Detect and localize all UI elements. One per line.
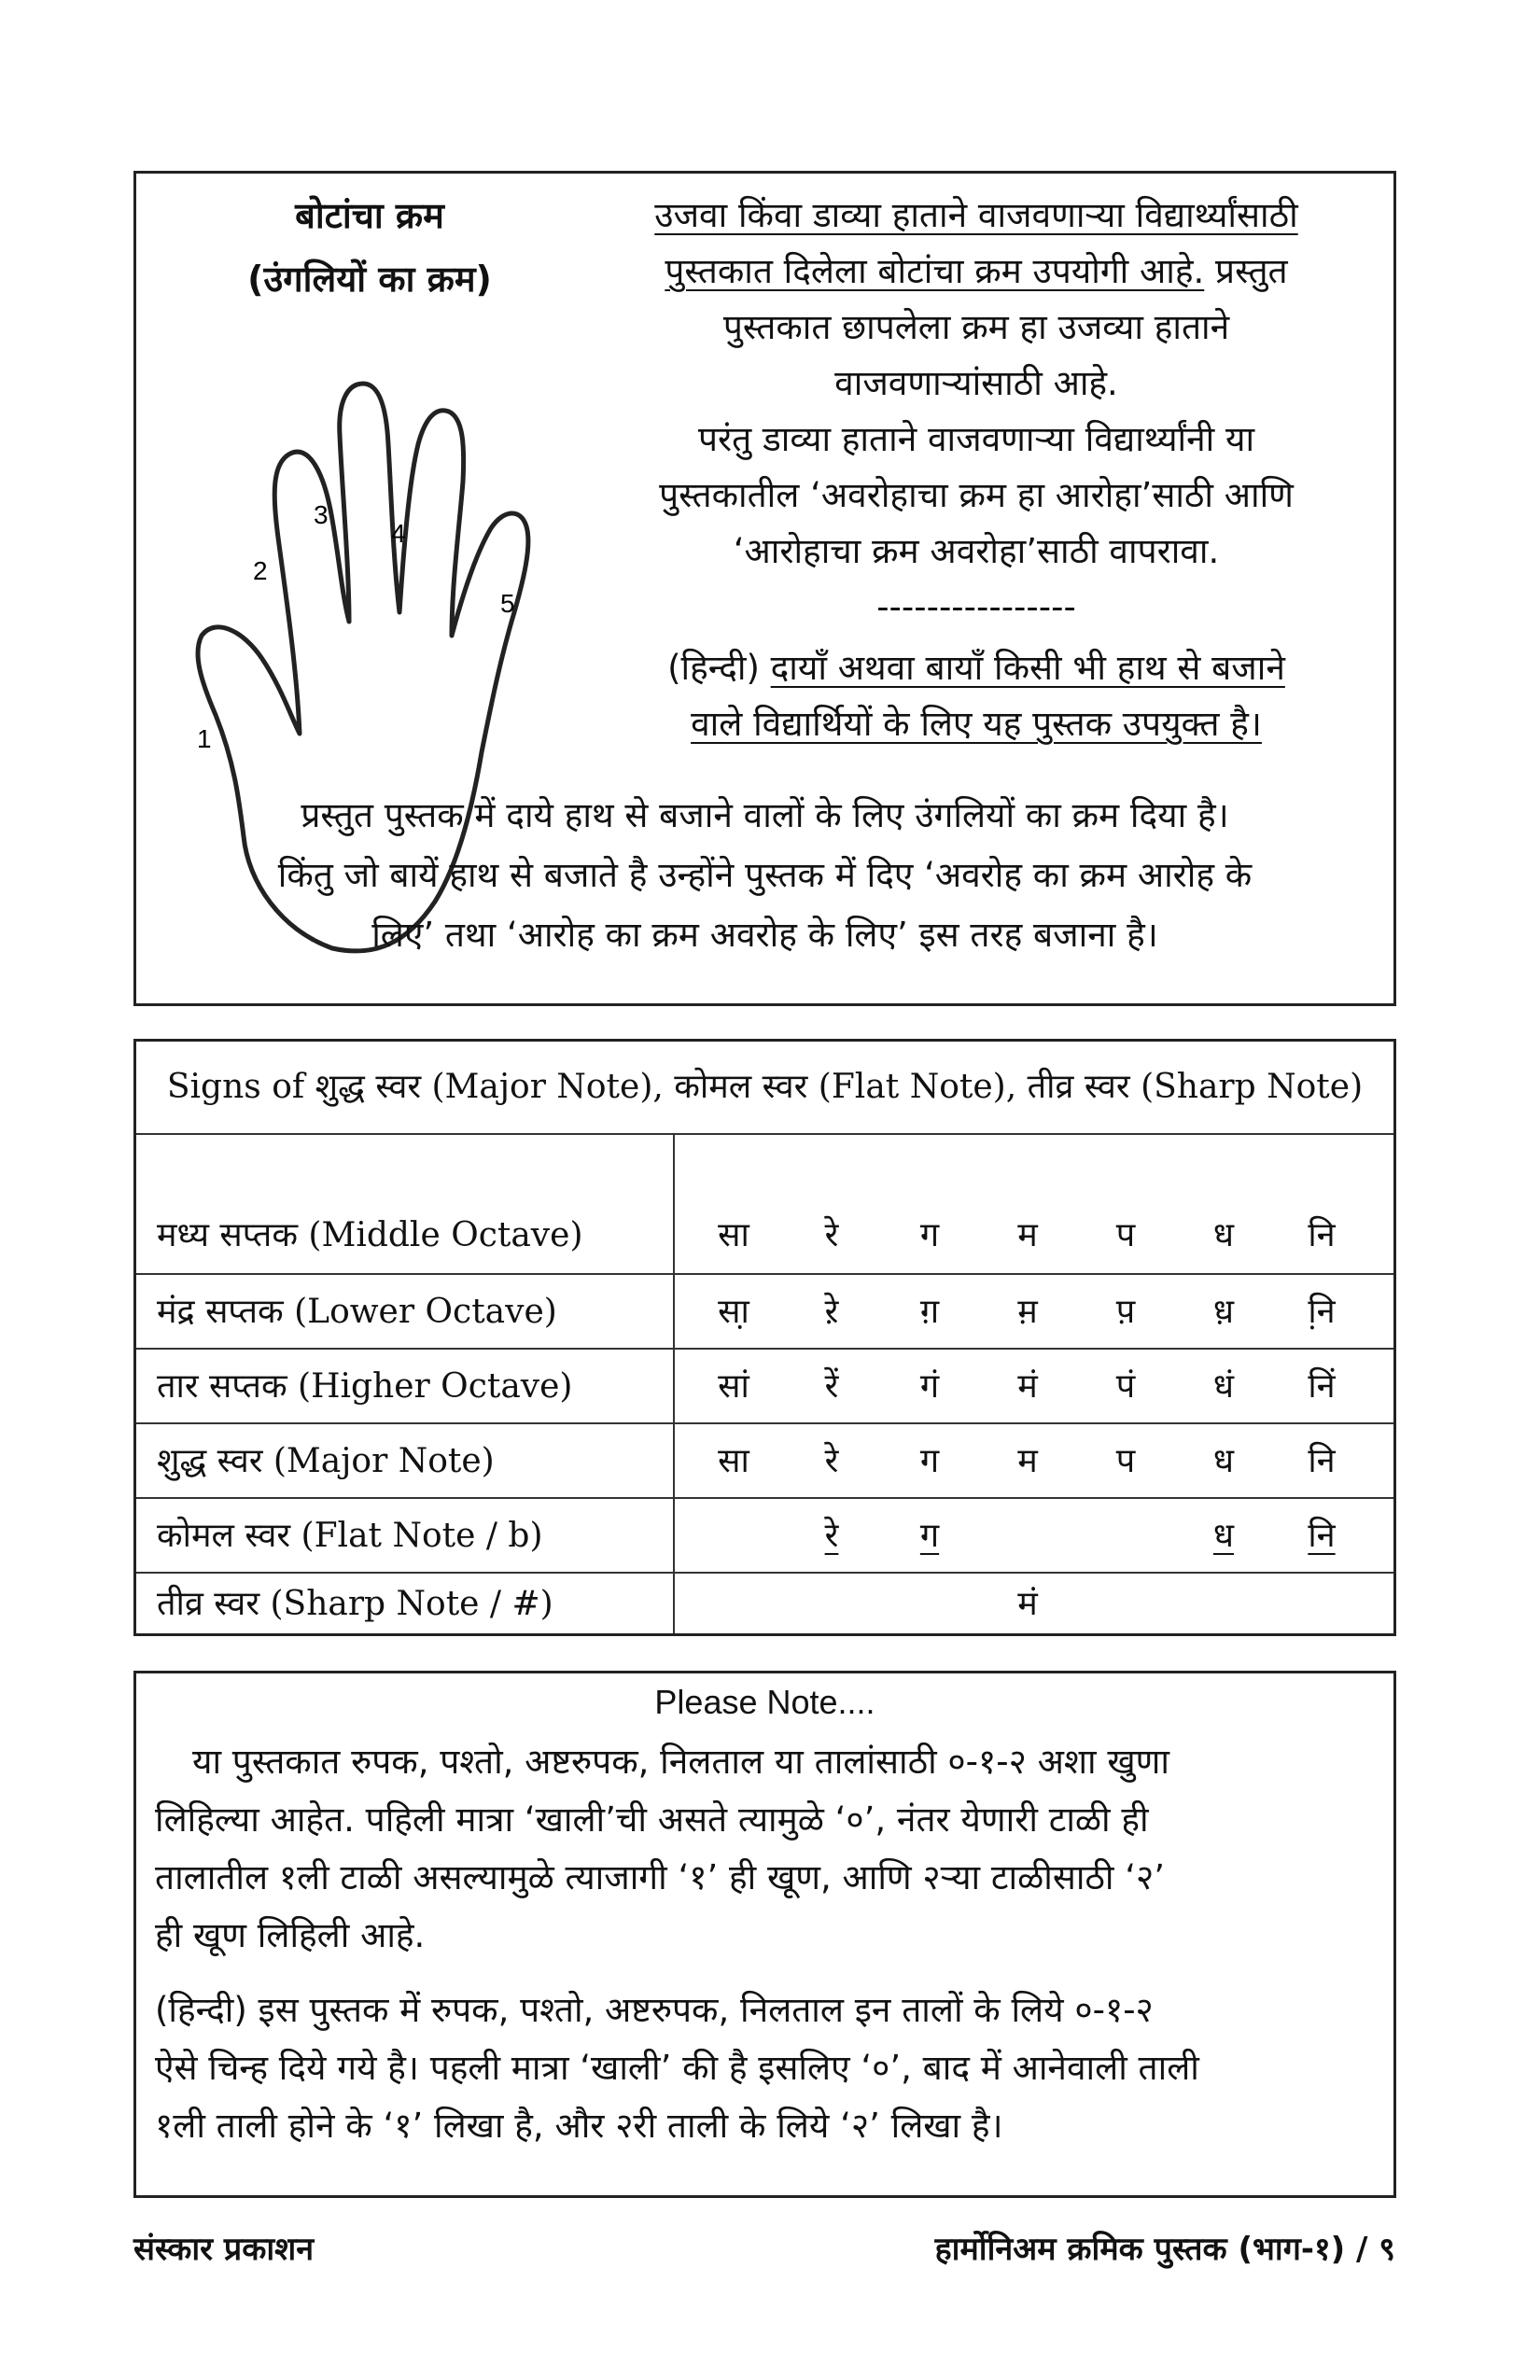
note-cell-sharp: मं xyxy=(1017,1585,1038,1623)
finger-bottom-line-1: प्रस्तुत पुस्तक में दाये हाथ से बजाने वालों के लिए उंगलियों का क्रम दिया है। xyxy=(301,795,1229,835)
note-cell: मं xyxy=(1017,1367,1038,1406)
note-hindi-line-3: १ली ताली होने के ‘१’ लिखा है, और २री ताली के लिये ‘२’ लिखा है। xyxy=(155,2106,1003,2146)
note-cell: गं xyxy=(919,1367,940,1406)
note-marathi-line-1: या पुस्तकात रुपक, पश्तो, अष्टरुपक, निलताल या तालांसाठी ०-१-२ अशा खुणा xyxy=(192,1742,1169,1782)
table-row-flat-note xyxy=(136,1497,1393,1574)
note-cell: रें xyxy=(824,1367,839,1406)
table-divider xyxy=(136,1133,1393,1135)
note-cell: ध xyxy=(1212,1216,1235,1254)
finger-text-divider: ---------------- xyxy=(876,587,1076,627)
note-cell: सा xyxy=(718,1216,749,1254)
finger-number-4: 4 xyxy=(391,519,406,548)
note-cell-flat: रे xyxy=(824,1517,839,1555)
finger-number-3: 3 xyxy=(314,500,329,529)
finger-text-line-5: परंतु डाव्या हाताने वाजवणाऱ्या विद्यार्थ्यांनी या xyxy=(697,419,1255,459)
note-cell: सां xyxy=(718,1367,749,1406)
please-note-heading: Please Note.... xyxy=(654,1683,875,1721)
table-row-sharp-note xyxy=(136,1572,1393,1635)
note-cell: ध xyxy=(1212,1442,1235,1480)
finger-order-box xyxy=(133,171,1396,1006)
finger-heading-marathi: बोटांचा क्रम xyxy=(295,195,444,236)
note-cell: म़ xyxy=(1017,1293,1038,1331)
note-cell: ग xyxy=(919,1442,940,1480)
hindi-tag: (हिन्दी) xyxy=(667,648,760,688)
note-cell: रे़ xyxy=(824,1293,839,1331)
note-cell: म xyxy=(1017,1442,1038,1480)
row-label: तीव्र स्वर (Sharp Note / #) xyxy=(157,1585,553,1623)
note-cell-flat: ग xyxy=(919,1517,940,1555)
row-label: मध्य सप्तक (Middle Octave) xyxy=(157,1216,583,1254)
finger-text-line-2 xyxy=(584,244,1368,300)
finger-bottom-line-3: लिए’ तथा ‘आरोह का क्रम अवरोह के लिए’ इस तरह बजाना है। xyxy=(371,915,1158,955)
note-cell-flat: नि xyxy=(1308,1517,1336,1555)
please-note-box xyxy=(133,1671,1396,2198)
note-marathi-line-4: ही खूण लिहिली आहे. xyxy=(155,1915,426,1955)
note-hindi-line-2: ऐसे चिन्ह दिये गये है। पहली मात्रा ‘खाली’ की है इसलिए ‘०’, बाद में आनेवाली ताली xyxy=(155,2048,1199,2088)
note-cell: नि xyxy=(1308,1442,1336,1480)
finger-text-line-4: वाजवणाऱ्यांसाठी आहे. xyxy=(834,363,1118,403)
note-marathi-line-3: तालातील १ली टाळी असल्यामुळे त्याजागी ‘१’ ही खूण, आणि २ऱ्या टाळीसाठी ‘२’ xyxy=(155,1857,1166,1897)
note-cell-flat: ध xyxy=(1212,1517,1235,1555)
finger-text-line-2-rest: प्रस्तुत xyxy=(1215,251,1288,291)
note-signs-table xyxy=(133,1039,1396,1636)
note-cell: म xyxy=(1017,1216,1038,1254)
row-label: मंद्र सप्तक (Lower Octave) xyxy=(157,1293,557,1331)
note-cell: प़ xyxy=(1115,1293,1136,1331)
finger-number-5: 5 xyxy=(500,589,515,618)
finger-bottom-line-2: किंतु जो बायें हाथ से बजाते है उन्होंने पुस्तक में दिए ‘अवरोह का क्रम आरोह के xyxy=(277,855,1253,895)
note-cell: सा़ xyxy=(718,1293,749,1331)
finger-text-line-6: पुस्तकातील ‘अवरोहाचा क्रम हा आरोहा’साठी आणि xyxy=(659,475,1294,515)
table-row-lower-octave xyxy=(136,1273,1393,1350)
note-hindi-line-1: (हिन्दी) इस पुस्तक में रुपक, पश्तो, अष्टरुपक, निलताल इन तालों के लिये ०-१-२ xyxy=(155,1990,1154,2030)
table-row-higher-octave xyxy=(136,1348,1393,1424)
note-cell: प xyxy=(1115,1442,1136,1480)
note-cell: रे xyxy=(824,1442,839,1480)
note-cell: धं xyxy=(1212,1367,1235,1406)
table-title: Signs of शुद्ध स्वर (Major Note), कोमल स्वर (Flat Note), तीव्र स्वर (Sharp Note) xyxy=(166,1068,1364,1106)
finger-text-hindi-line-1 xyxy=(584,640,1368,696)
note-cell: निं xyxy=(1308,1367,1336,1406)
note-cell: नि xyxy=(1308,1216,1336,1254)
finger-text-line-7: ‘आरोहाचा क्रम अवरोहा’साठी वापरावा. xyxy=(733,531,1220,571)
note-cell: नि़ xyxy=(1308,1293,1336,1331)
note-cell: ग़ xyxy=(919,1293,940,1331)
finger-number-1: 1 xyxy=(197,724,212,753)
note-cell: ग xyxy=(919,1216,940,1254)
note-marathi-line-2: लिहिल्या आहेत. पहिली मात्रा ‘खाली’ची असते त्यामुळे ‘०’, नंतर येणारी टाळी ही xyxy=(155,1799,1149,1840)
table-row-major-note xyxy=(136,1422,1393,1499)
finger-text-line-3: पुस्तकात छापलेला क्रम हा उजव्या हाताने xyxy=(722,307,1230,347)
note-cell: प xyxy=(1115,1216,1136,1254)
finger-text-line-2-underlined: पुस्तकात दिलेला बोटांचा क्रम उपयोगी आहे. xyxy=(665,251,1205,291)
row-label: कोमल स्वर (Flat Note / b) xyxy=(157,1517,543,1555)
finger-text-hindi-line-1-underlined: दायाँ अथवा बायाँ किसी भी हाथ से बजाने xyxy=(770,648,1285,688)
note-cell: ध़ xyxy=(1212,1293,1235,1331)
finger-text-hindi-line-2: वाले विद्यार्थियों के लिए यह पुस्तक उपयुक्त है। xyxy=(691,704,1262,744)
note-cell: पं xyxy=(1115,1367,1136,1406)
table-row-middle-octave xyxy=(136,1198,1393,1273)
finger-heading-hindi: (उंगलियों का क्रम) xyxy=(247,259,492,300)
finger-text-line-1: उजवा किंवा डाव्या हाताने वाजवणाऱ्या विद्यार्थ्यांसाठी xyxy=(654,195,1298,235)
footer-publisher: संस्कार प्रकाशन xyxy=(133,2231,315,2268)
row-label: शुद्ध स्वर (Major Note) xyxy=(157,1442,495,1480)
row-label: तार सप्तक (Higher Octave) xyxy=(157,1367,573,1406)
footer-book-page: हार्मोनिअम क्रमिक पुस्तक (भाग-१) / ९ xyxy=(934,2231,1395,2268)
note-cell: रे xyxy=(824,1216,839,1254)
note-cell: सा xyxy=(718,1442,749,1480)
finger-number-2: 2 xyxy=(253,556,268,585)
